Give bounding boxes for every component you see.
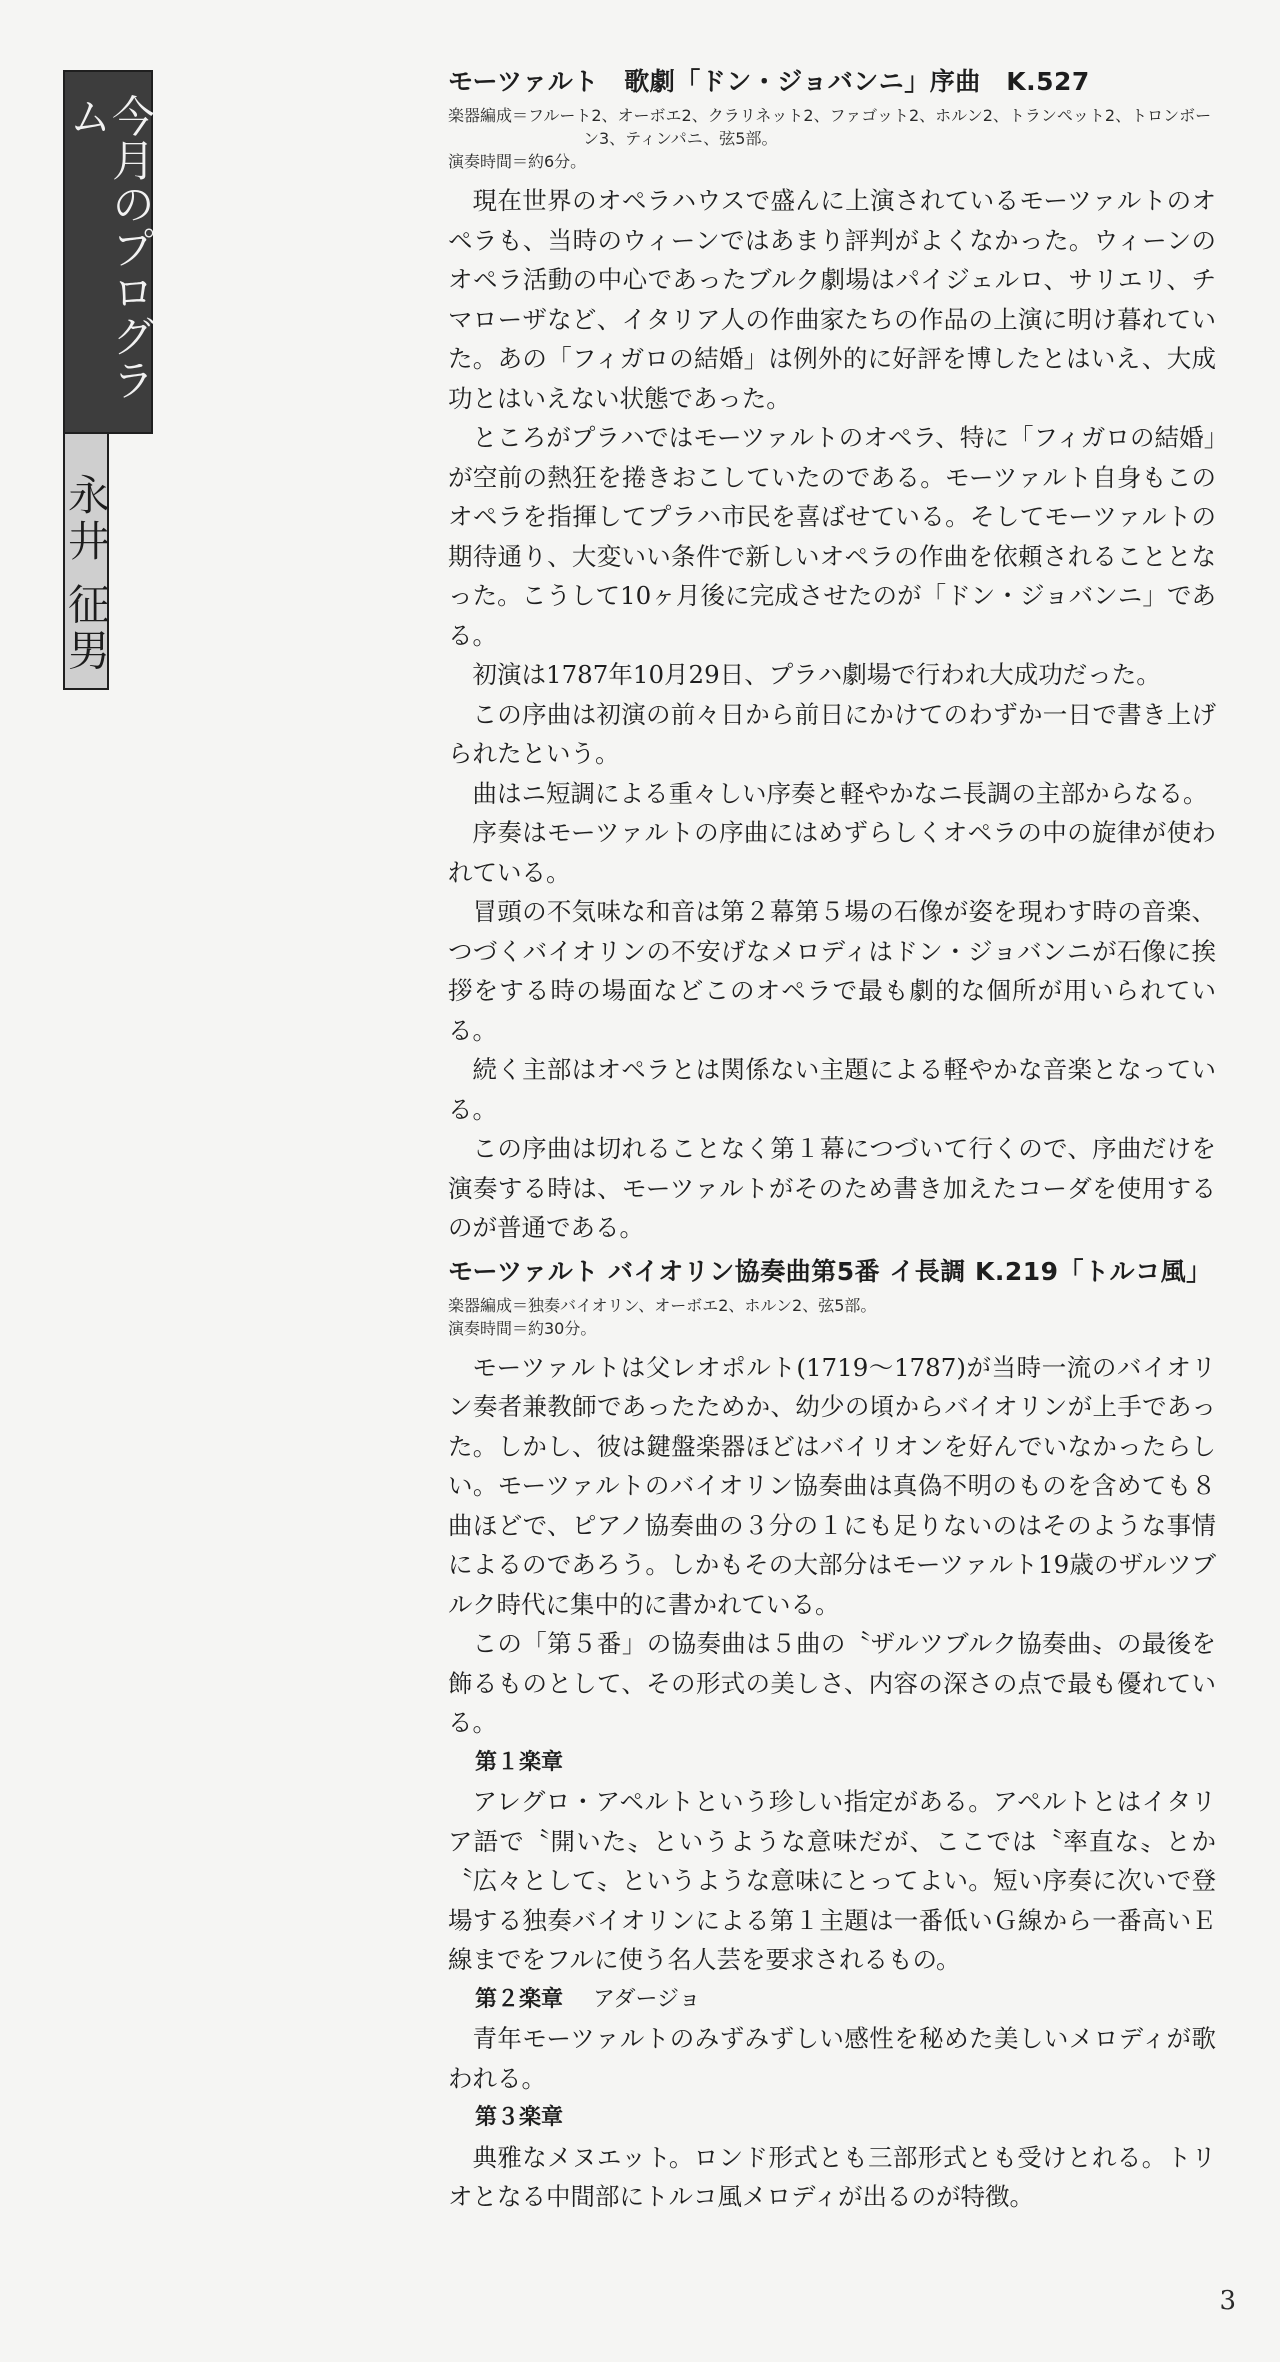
paragraph: 現在世界のオペラハウスで盛んに上演されているモーツァルトのオペラも、当時のウィーンではあまり評判がよくなかった。ウィーンのオペラ活動の中心であったブルク劇場はパイジェルロ、サリエリ、チマローザなど、イタリア人の作曲家たちの作品の上演に明け暮れていた。あの「フィガロの結婚」は例外的に好評を博したとはいえ、大成功とはいえない状態であった。 (448, 186, 1216, 413)
paragraph: モーツァルトは父レオポルト(1719〜1787)が当時一流のバイオリン奏者兼教師であったためか、幼少の頃からバイオリンが上手であった。しかし、彼は鍵盤楽器ほどはバイリオンを好んでいなかったらしい。モーツァルトのバイオリン協奏曲は真偽不明のものを含めても８曲ほどで、ピアノ協奏曲の３分の１にも足りないのはそのような事情によるのであろう。しかもその大部分はモーツァルト19歳のザルツブルク時代に集中的に書かれている。 (448, 1352, 1216, 1619)
movement-heading (448, 1980, 1216, 2020)
paragraph: 曲はニ短調による重々しい序奏と軽やかなニ長調の主部からなる。 (472, 778, 1208, 808)
movement-text: 典雅なメヌエット。ロンド形式とも三部形式とも受けとれる。トリオとなる中間部にトルコ風メロディが出るのが特徴。 (448, 2142, 1216, 2211)
paragraph: ところがプラハではモーツァルトのオペラ、特に「フィガロの結婚」が空前の熱狂を捲きおこしていたのである。モーツァルト自身もこのオペラを指揮してプラハ市民を喜ばせている。そしてモーツァルトの期待通り、大変いい条件で新しいオペラの作曲を依頼されることとなった。こうして10ヶ月後に完成させたのが「ドン・ジョバンニ」である。 (448, 423, 1216, 650)
movement-title: 第３楽章 (475, 2105, 564, 2130)
movement-heading (448, 2098, 1216, 2138)
page-number: 3 (1219, 2286, 1236, 2316)
main-column (448, 60, 1216, 2217)
sidebar-label-box (62, 70, 155, 690)
paragraph: この序曲は初演の前々日から前日にかけてのわずか一日で書き上げられたという。 (448, 699, 1216, 768)
movement-text: 青年モーツァルトのみずみずしい感性を秘めた美しいメロディが歌われる。 (448, 2024, 1216, 2093)
paragraph: この「第５番」の協奏曲は５曲の〝ザルツブルク協奏曲〟の最後を飾るものとして、その形式の美しさ、内容の深さの点で最も優れている。 (448, 1629, 1216, 1737)
paragraph: 初演は1787年10月29日、プラハ劇場で行われ大成功だった。 (472, 660, 1161, 689)
movement-title: 第２楽章 (475, 1986, 564, 2012)
movement-heading (448, 1743, 1216, 1783)
section-heading-don-giovanni: モーツァルト 歌劇「ドン・ジョバンニ」序曲 K.527 (448, 67, 1090, 96)
paragraph: この序曲は切れることなく第１幕につづいて行くので、序曲だけを演奏する時は、モーツァルトがそのため書き加えたコーダを使用するのが普通である。 (448, 1134, 1216, 1242)
program-title: 今月のプログラム (63, 70, 153, 434)
instrumentation-text: 楽器編成＝フルート2、オーボエ2、クラリネット2、ファゴット2、ホルン2、トランペット2、トロンボーン3、ティンパニ、弦5部。 (448, 106, 1212, 148)
duration-text: 演奏時間＝約6分。 (448, 152, 587, 171)
movement-text: アレグロ・アペルトという珍しい指定がある。アペルトとはイタリア語で〝開いた〟というような意味だが、ここでは〝率直な〟とか〝広々として〟というような意味にとってよい。短い序奏に次いで登場する独奏バイオリンによる第１主題は一番低いＧ線から一番高いＥ線までをフルに使う名人芸を要求されるもの。 (448, 1787, 1216, 1974)
paragraph: 冒頭の不気味な和音は第２幕第５場の石像が姿を現わす時の音楽、つづくバイオリンの不安げなメロディはドン・ジョバンニが石像に挨拶をする時の場面などこのオペラで最も劇的な個所が用いられている。 (448, 897, 1216, 1045)
duration-text: 演奏時間＝約30分。 (448, 1318, 597, 1338)
paragraph: 続く主部はオペラとは関係ない主題による軽やかな音楽となっている。 (448, 1055, 1216, 1124)
movement-title: 第１楽章 (475, 1749, 564, 1775)
instrumentation-text: 楽器編成＝独奏バイオリン、オーボエ2、ホルン2、弦5部。 (448, 1295, 877, 1315)
section-heading-violin-concerto: モーツァルト バイオリン協奏曲第5番 イ長調 K.219「トルコ風」 (448, 1256, 1212, 1286)
movement-tempo: アダージョ (593, 1986, 701, 2012)
author-name: 永井 征男 (63, 434, 109, 690)
paragraph: 序奏はモーツァルトの序曲にはめずらしくオペラの中の旋律が使われている。 (448, 818, 1216, 887)
